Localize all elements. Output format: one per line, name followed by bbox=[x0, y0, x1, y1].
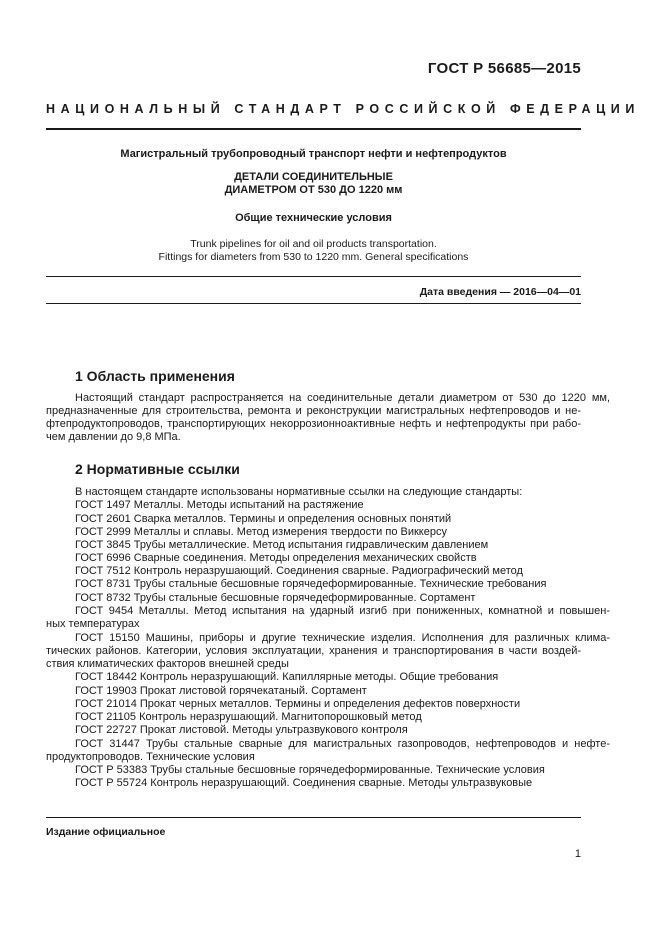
official-edition-note: Издание официальное bbox=[46, 826, 166, 838]
reference-line: ГОСТ 3845 Трубы металлические. Метод испытания гидравлическим давлением bbox=[75, 539, 489, 551]
reference-line: ГОСТ Р 53383 Трубы стальные бесшовные горячедеформированные. Технические условия bbox=[75, 764, 545, 776]
reference-line: ГОСТ 2999 Металлы и сплавы. Метод измерения твердости по Виккерсу bbox=[75, 526, 447, 538]
standard-subtitle: Общие технические условия bbox=[235, 212, 392, 224]
reference-line: ГОСТ 8732 Трубы стальные бесшовные горячедеформированные. Сортамент bbox=[75, 592, 476, 604]
reference-line: ГОСТ 1497 Металлы. Методы испытаний на растяжение bbox=[75, 499, 364, 511]
reference-line: ных температурах bbox=[46, 618, 140, 630]
reference-line: ГОСТ 21014 Прокат черных металлов. Термины и определения дефектов поверхности bbox=[75, 698, 521, 710]
section-1-line: предназначенные для строительства, ремонта и реконструкции магистральных нефтепроводов и не- bbox=[46, 405, 581, 417]
page-number: 1 bbox=[574, 848, 581, 860]
english-title-line-1: Trunk pipelines for oil and oil products transportation. bbox=[190, 238, 437, 250]
introduction-date: Дата введения — 2016—04—01 bbox=[419, 286, 581, 298]
reference-line: ствия климатических факторов внешней среды bbox=[46, 658, 289, 670]
reference-line: ГОСТ 15150 Машины, приборы и другие технические изделия. Исполнения для различных клима- bbox=[75, 632, 610, 644]
title-rule-top bbox=[46, 276, 581, 277]
section-1-heading: 1 Область применения bbox=[75, 368, 235, 384]
section-1-line: чем давлении до 9,8 МПа. bbox=[46, 431, 181, 443]
standard-area-title: Магистральный трубопроводный транспорт нефти и нефтепродуктов bbox=[120, 148, 507, 160]
reference-line: ГОСТ 6996 Сварные соединения. Методы определения механических свойств bbox=[75, 552, 477, 564]
reference-line: ГОСТ 18442 Контроль неразрушающий. Капиллярные методы. Общие требования bbox=[75, 671, 499, 683]
reference-line: ГОСТ 9454 Металлы. Метод испытания на ударный изгиб при пониженных, комнатной и повышен- bbox=[75, 605, 610, 617]
header-rule bbox=[46, 128, 581, 130]
reference-line: В настоящем стандарте использованы нормативные ссылки на следующие стандарты: bbox=[75, 486, 523, 498]
reference-line: тических районов. Категории, условия эксплуатации, хранения и транспортирования в части воздей- bbox=[46, 645, 581, 657]
reference-line: ГОСТ 31447 Трубы стальные сварные для магистральных газопроводов, нефтепроводов и нефте- bbox=[75, 738, 610, 750]
standard-name-line-2: ДИАМЕТРОМ ОТ 530 ДО 1220 мм bbox=[224, 184, 403, 196]
section-1-line: фтепродуктопроводов, транспортирующих некоррозионноактивные нефть и нефтепродукты при рабо- bbox=[46, 418, 581, 430]
english-title-line-2: Fittings for diameters from 530 to 1220 mm. General specifications bbox=[158, 251, 469, 263]
section-2-heading: 2 Нормативные ссылки bbox=[75, 461, 240, 477]
reference-line: ГОСТ 7512 Контроль неразрушающий. Соединения сварные. Радиографический метод bbox=[75, 565, 523, 577]
footer-rule bbox=[46, 817, 581, 818]
reference-line: ГОСТ 19903 Прокат листовой горячекатаный. Сортамент bbox=[75, 685, 367, 697]
reference-line: ГОСТ 8731 Трубы стальные бесшовные горячедеформированные. Технические требования bbox=[75, 578, 547, 590]
reference-line: продуктопроводов. Технические условия bbox=[46, 751, 255, 763]
standard-name-line-1: ДЕТАЛИ СОЕДИНИТЕЛЬНЫЕ bbox=[234, 171, 393, 183]
reference-line: ГОСТ Р 55724 Контроль неразрушающий. Соединения сварные. Методы ультразвуковые bbox=[75, 777, 533, 789]
section-1-line: Настоящий стандарт распространяется на соединительные детали диаметром от 530 до 1220 мм, bbox=[75, 392, 610, 404]
national-standard-heading: НАЦИОНАЛЬНЫЙ СТАНДАРТ РОССИЙСКОЙ ФЕДЕРАЦИИ bbox=[46, 102, 640, 116]
gost-code: ГОСТ Р 56685—2015 bbox=[427, 60, 581, 77]
reference-line: ГОСТ 22727 Прокат листовой. Методы ультразвукового контроля bbox=[75, 724, 408, 736]
reference-line: ГОСТ 2601 Сварка металлов. Термины и определения основных понятий bbox=[75, 513, 452, 525]
reference-line: ГОСТ 21105 Контроль неразрушающий. Магнитопорошковый метод bbox=[75, 711, 422, 723]
title-rule-bottom bbox=[46, 303, 581, 304]
